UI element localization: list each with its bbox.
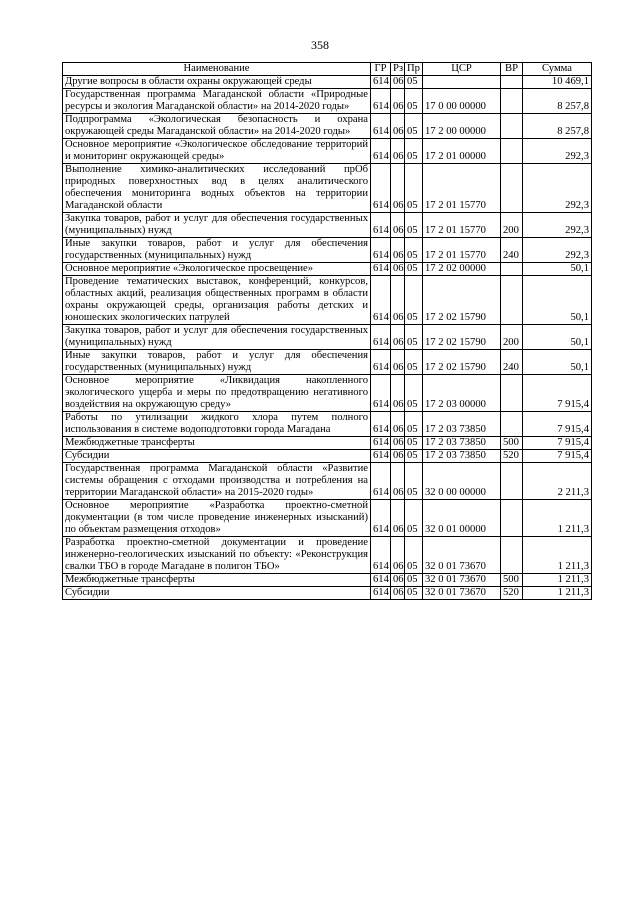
row-sum: 8 257,8: [523, 89, 592, 114]
row-pr: 05: [405, 139, 423, 164]
row-sum: 1 211,3: [523, 587, 592, 600]
row-pr: 05: [405, 500, 423, 537]
row-sum: 1 211,3: [523, 574, 592, 587]
row-sum: 8 257,8: [523, 114, 592, 139]
row-gr: 614: [371, 450, 391, 463]
row-pr: 05: [405, 450, 423, 463]
row-csr: 17 2 03 73850: [423, 450, 501, 463]
table-row: [63, 114, 592, 139]
table-row: [63, 238, 592, 263]
row-vr: [501, 76, 523, 89]
row-name: Иные закупки товаров, работ и услуг для обеспечения государственных (муниципальных) нужд: [63, 350, 371, 375]
table-row: [63, 263, 592, 276]
row-pr: 05: [405, 89, 423, 114]
page-number: 358: [311, 38, 329, 52]
row-vr: [501, 276, 523, 325]
table-row: [63, 276, 592, 325]
row-gr: 614: [371, 276, 391, 325]
header-csr: ЦСР: [423, 63, 501, 76]
row-gr: 614: [371, 350, 391, 375]
row-vr: [501, 537, 523, 574]
table-row: [63, 450, 592, 463]
row-pr: 05: [405, 114, 423, 139]
header-rz: Рз: [391, 63, 405, 76]
table-row: [63, 500, 592, 537]
row-rz: 06: [391, 238, 405, 263]
table-row: [63, 463, 592, 500]
row-rz: 06: [391, 537, 405, 574]
row-vr: [501, 139, 523, 164]
row-pr: 05: [405, 164, 423, 213]
row-csr: 32 0 01 73670: [423, 587, 501, 600]
header-gr: ГР: [371, 63, 391, 76]
row-rz: 06: [391, 76, 405, 89]
row-sum: 7 915,4: [523, 412, 592, 437]
row-vr: [501, 114, 523, 139]
row-pr: 05: [405, 325, 423, 350]
row-name: Субсидии: [63, 450, 371, 463]
row-name: Разработка проектно-сметной документации и проведение инженерно-геологических изысканий по объекту: «Реконструкция свалки ТБО в городе Магадане в полигон ТБО»: [63, 537, 371, 574]
row-sum: 2 211,3: [523, 463, 592, 500]
row-rz: 06: [391, 114, 405, 139]
row-csr: 17 2 02 00000: [423, 263, 501, 276]
row-csr: 17 2 01 15770: [423, 213, 501, 238]
table-row: [63, 375, 592, 412]
row-csr: 17 2 01 00000: [423, 139, 501, 164]
row-csr: 17 0 00 00000: [423, 89, 501, 114]
table-row: [63, 213, 592, 238]
row-vr: 240: [501, 350, 523, 375]
row-sum: 292,3: [523, 139, 592, 164]
row-csr: 17 2 03 00000: [423, 375, 501, 412]
row-vr: [501, 463, 523, 500]
row-csr: 17 2 01 15770: [423, 238, 501, 263]
row-gr: 614: [371, 412, 391, 437]
row-csr: 32 0 00 00000: [423, 463, 501, 500]
header-sum: Сумма: [523, 63, 592, 76]
row-gr: 614: [371, 213, 391, 238]
row-csr: 17 2 01 15770: [423, 164, 501, 213]
table-row: [63, 412, 592, 437]
row-rz: 06: [391, 587, 405, 600]
row-name: Субсидии: [63, 587, 371, 600]
row-gr: 614: [371, 375, 391, 412]
row-csr: 17 2 02 15790: [423, 350, 501, 375]
row-vr: [501, 375, 523, 412]
row-pr: 05: [405, 238, 423, 263]
table-row: [63, 89, 592, 114]
row-vr: 500: [501, 574, 523, 587]
header-pr: Пр: [405, 63, 423, 76]
row-pr: 05: [405, 350, 423, 375]
row-vr: 240: [501, 238, 523, 263]
row-pr: 05: [405, 213, 423, 238]
row-name: Закупка товаров, работ и услуг для обеспечения государственных (муниципальных) нужд: [63, 325, 371, 350]
row-rz: 06: [391, 164, 405, 213]
row-csr: 32 0 01 73670: [423, 537, 501, 574]
row-gr: 614: [371, 238, 391, 263]
row-pr: 05: [405, 574, 423, 587]
table-row: [63, 587, 592, 600]
table-row: [63, 537, 592, 574]
row-rz: 06: [391, 350, 405, 375]
row-rz: 06: [391, 89, 405, 114]
header-name: Наименование: [63, 63, 371, 76]
table-row: [63, 164, 592, 213]
row-vr: 200: [501, 325, 523, 350]
row-sum: 50,1: [523, 276, 592, 325]
row-gr: 614: [371, 537, 391, 574]
row-gr: 614: [371, 89, 391, 114]
row-csr: [423, 76, 501, 89]
row-sum: 1 211,3: [523, 537, 592, 574]
row-sum: 7 915,4: [523, 375, 592, 412]
row-csr: 32 0 01 00000: [423, 500, 501, 537]
row-name: Иные закупки товаров, работ и услуг для обеспечения государственных (муниципальных) нужд: [63, 238, 371, 263]
row-rz: 06: [391, 276, 405, 325]
row-name: Основное мероприятие «Разработка проектно-сметной документации (в том числе проведение инженерных изысканий) по объектам размещения отходов»: [63, 500, 371, 537]
row-vr: [501, 500, 523, 537]
row-rz: 06: [391, 437, 405, 450]
row-vr: 200: [501, 213, 523, 238]
row-sum: 50,1: [523, 263, 592, 276]
row-rz: 06: [391, 412, 405, 437]
row-csr: 17 2 02 15790: [423, 276, 501, 325]
row-name: Государственная программа Магаданской области «Развитие системы обращения с отходами производства и потребления на территории Магаданской области» на 2015-2020 годы»: [63, 463, 371, 500]
table-row: [63, 574, 592, 587]
row-vr: [501, 89, 523, 114]
row-vr: 520: [501, 450, 523, 463]
table-row: [63, 350, 592, 375]
row-name: Подпрограмма «Экологическая безопасность и охрана окружающей среды Магаданской области» на 2014-2020 годы»: [63, 114, 371, 139]
row-vr: [501, 263, 523, 276]
table-body: [63, 76, 592, 600]
row-gr: 614: [371, 325, 391, 350]
row-pr: 05: [405, 76, 423, 89]
row-sum: 7 915,4: [523, 450, 592, 463]
row-pr: 05: [405, 276, 423, 325]
row-vr: [501, 164, 523, 213]
row-pr: 05: [405, 537, 423, 574]
row-sum: 292,3: [523, 238, 592, 263]
table-row: [63, 437, 592, 450]
row-gr: 614: [371, 437, 391, 450]
row-rz: 06: [391, 213, 405, 238]
row-name: Работы по утилизации жидкого хлора путем полного использования в системе водоподготовки города Магадана: [63, 412, 371, 437]
row-gr: 614: [371, 463, 391, 500]
row-gr: 614: [371, 164, 391, 213]
row-name: Межбюджетные трансферты: [63, 574, 371, 587]
row-vr: 500: [501, 437, 523, 450]
row-pr: 05: [405, 375, 423, 412]
row-rz: 06: [391, 450, 405, 463]
row-name: Основное мероприятие «Ликвидация накопленного экологического ущерба и меры по предотвращению негативного воздействия на окружающую среду»: [63, 375, 371, 412]
row-name: Закупка товаров, работ и услуг для обеспечения государственных (муниципальных) нужд: [63, 213, 371, 238]
row-name: Другие вопросы в области охраны окружающей среды: [63, 76, 371, 89]
row-name: Выполнение химико-аналитических исследований прОб природных поверхностных вод в целях аналитического обеспечения мониторинга водных объектов на территории Магаданской области: [63, 164, 371, 213]
row-name: Государственная программа Магаданской области «Природные ресурсы и экология Магаданской области» на 2014-2020 годы»: [63, 89, 371, 114]
row-sum: 292,3: [523, 164, 592, 213]
row-csr: 17 2 03 73850: [423, 412, 501, 437]
row-rz: 06: [391, 500, 405, 537]
row-vr: [501, 412, 523, 437]
row-gr: 614: [371, 574, 391, 587]
row-gr: 614: [371, 76, 391, 89]
row-rz: 06: [391, 375, 405, 412]
row-pr: 05: [405, 437, 423, 450]
row-rz: 06: [391, 263, 405, 276]
row-gr: 614: [371, 263, 391, 276]
budget-table: [62, 62, 592, 600]
row-name: Проведение тематических выставок, конференций, конкурсов, областных акций, реализация общественных программ в области охраны окружающей среды, организация работы детских и юношеских экологических патрулей: [63, 276, 371, 325]
row-pr: 05: [405, 463, 423, 500]
row-sum: 50,1: [523, 350, 592, 375]
row-pr: 05: [405, 412, 423, 437]
row-pr: 05: [405, 587, 423, 600]
row-name: Основное мероприятие «Экологическое просвещение»: [63, 263, 371, 276]
row-name: Межбюджетные трансферты: [63, 437, 371, 450]
row-csr: 17 2 00 00000: [423, 114, 501, 139]
row-rz: 06: [391, 325, 405, 350]
table-row: [63, 139, 592, 164]
row-csr: 32 0 01 73670: [423, 574, 501, 587]
row-gr: 614: [371, 587, 391, 600]
row-sum: 50,1: [523, 325, 592, 350]
header-vr: ВР: [501, 63, 523, 76]
row-csr: 17 2 03 73850: [423, 437, 501, 450]
row-rz: 06: [391, 574, 405, 587]
row-name: Основное мероприятие «Экологическое обследование территорий и мониторинг окружающей среды»: [63, 139, 371, 164]
table-header-row: [63, 63, 592, 76]
row-sum: 292,3: [523, 213, 592, 238]
row-gr: 614: [371, 139, 391, 164]
row-sum: 10 469,1: [523, 76, 592, 89]
row-sum: 1 211,3: [523, 500, 592, 537]
row-pr: 05: [405, 263, 423, 276]
row-gr: 614: [371, 114, 391, 139]
table-row: [63, 325, 592, 350]
row-sum: 7 915,4: [523, 437, 592, 450]
row-rz: 06: [391, 139, 405, 164]
row-vr: 520: [501, 587, 523, 600]
row-gr: 614: [371, 500, 391, 537]
table-row: [63, 76, 592, 89]
row-rz: 06: [391, 463, 405, 500]
row-csr: 17 2 02 15790: [423, 325, 501, 350]
